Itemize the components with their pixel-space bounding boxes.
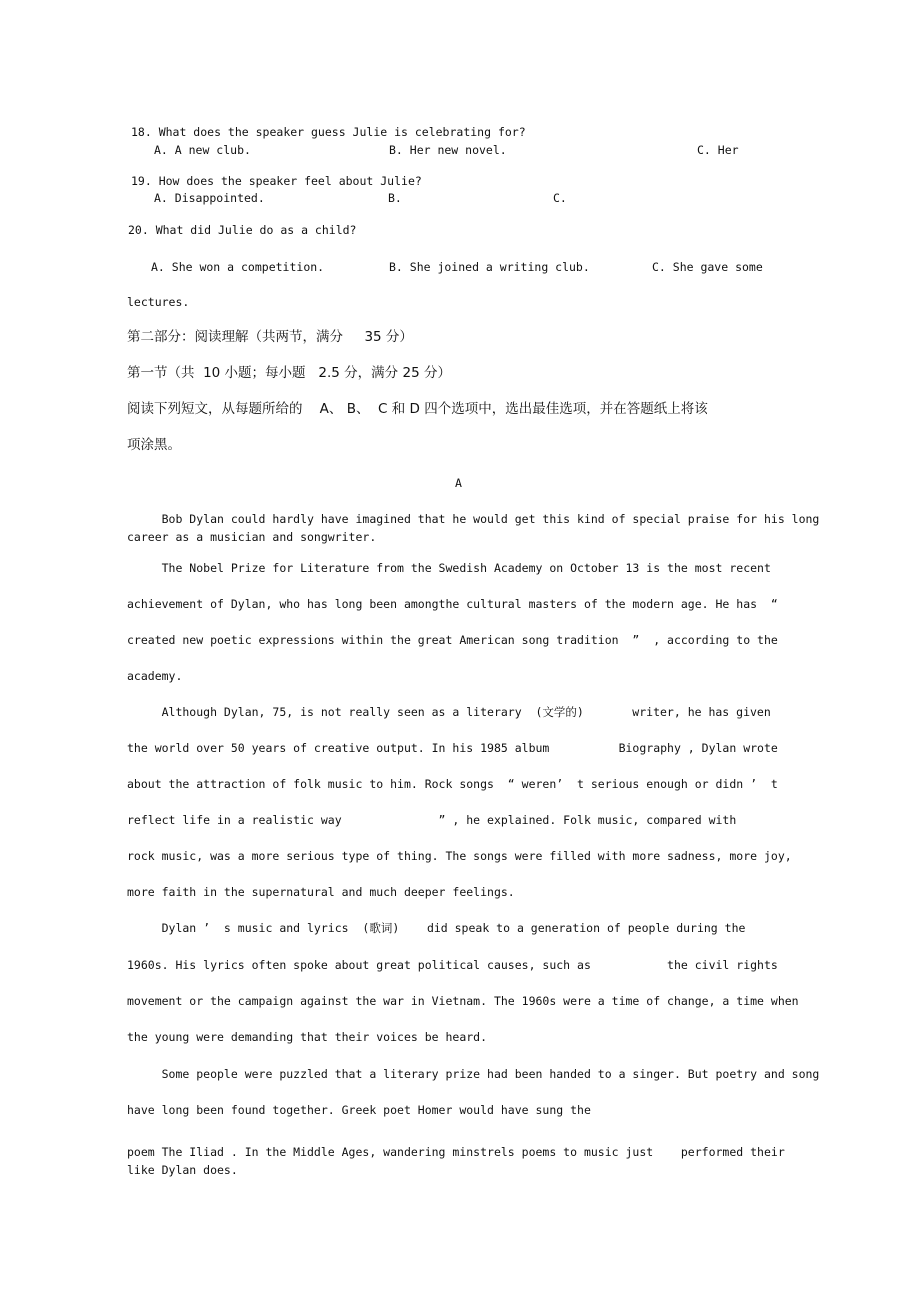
passage-line: career as a musician and songwriter. [127,530,377,544]
passage-line: the young were demanding that their voices be heard. [127,1030,488,1044]
passage-line: poem The Iliad . In the Middle Ages, wandering minstrels poems to music just performed their [127,1145,785,1159]
passage-heading: A [455,476,462,490]
passage-line: academy. [127,669,183,683]
q19-option-c: C. [553,191,567,205]
passage-line: have long been found together. Greek poet Homer would have sung the [127,1103,591,1117]
passage-line: rock music, was a more serious type of thing. The songs were filled with more sadness, more joy, [127,849,792,863]
passage-line: about the attraction of folk music to him. Rock songs “ weren’ t serious enough or didn ’ t [127,777,778,791]
q20-option-b: B. She joined a writing club. [389,260,590,274]
q20-option-c: C. She gave some [652,260,763,274]
instruction-line-2: 项涂黑。 [127,437,181,453]
part2-title: 第二部分：阅读理解（共两节，满分 35 分） [127,329,413,345]
q20-option-a: A. She won a competition. [151,260,325,274]
passage-line: reflect life in a realistic way ” , he explained. Folk music, compared with [127,813,737,827]
q18-option-c: C. Her [697,143,739,157]
passage-line: the world over 50 years of creative output. In his 1985 album Biography , Dylan wrote [127,741,778,755]
q19-stem: 19. How does the speaker feel about Julie? [131,174,422,188]
passage-line: The Nobel Prize for Literature from the Swedish Academy on October 13 is the most recent [127,561,771,575]
passage-line: movement or the campaign against the war in Vietnam. The 1960s were a time of change, a time when [127,994,799,1008]
passage-line: achievement of Dylan, who has long been amongthe cultural masters of the modern age. He has “ [127,597,778,611]
passage-line: Although Dylan, 75, is not really seen as a literary (文学的) writer, he has given [127,705,771,719]
q19-option-a: A. Disappointed. [154,191,265,205]
q19-option-b: B. [388,191,402,205]
section1-title: 第一节（共 10 小题；每小题 2.5 分，满分 25 分） [127,365,451,381]
q18-option-a: A. A new club. [154,143,251,157]
q20-option-c-continued: lectures. [127,295,190,309]
passage-line: Some people were puzzled that a literary prize had been handed to a singer. But poetry and song [127,1067,820,1081]
passage-line: more faith in the supernatural and much deeper feelings. [127,885,515,899]
passage-line: created new poetic expressions within the great American song tradition ” , according to the [127,633,778,647]
passage-line: like Dylan does. [127,1163,238,1177]
q18-stem: 18. What does the speaker guess Julie is celebrating for? [131,125,526,139]
q18-option-b: B. Her new novel. [389,143,507,157]
passage-line: Bob Dylan could hardly have imagined that he would get this kind of special praise for his long [127,512,820,526]
instruction-line-1: 阅读下列短文，从每题所给的 A、 B、 C 和 D 四个选项中，选出最佳选项，并在答题纸上将该 [127,401,708,417]
passage-line: 1960s. His lyrics often spoke about great political causes, such as the civil rights [127,958,778,972]
q20-stem: 20. What did Julie do as a child? [128,223,357,237]
passage-line: Dylan ’ s music and lyrics (歌词) did speak to a generation of people during the [127,921,746,935]
